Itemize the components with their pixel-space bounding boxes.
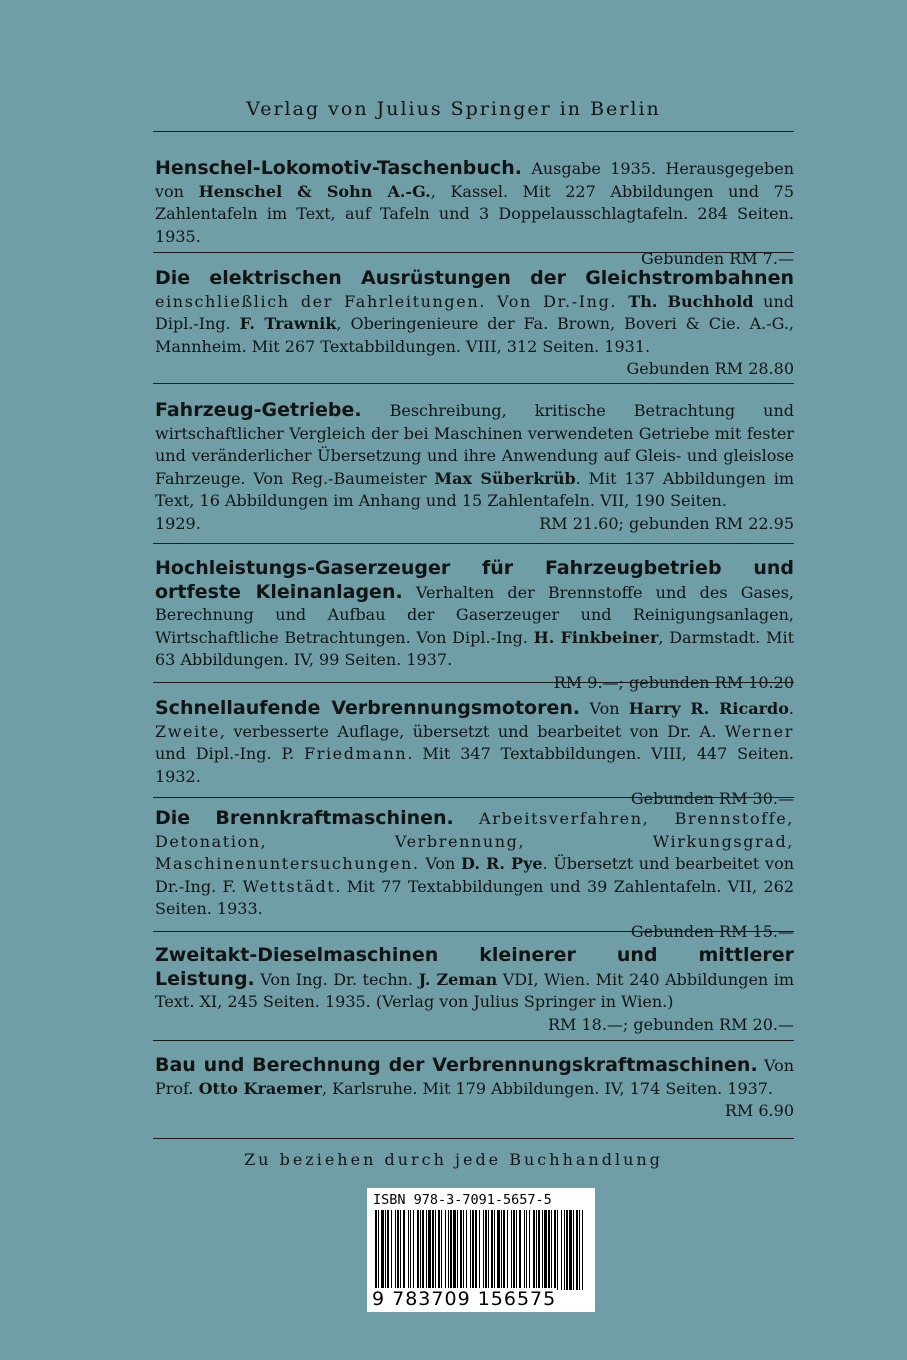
entry-text: Ausgabe 1935. Herausgegeben von	[155, 159, 794, 201]
author: Harry R. Ricardo	[628, 699, 789, 718]
entry-text: Beschreibung, kritische Betrachtung und wirtschaftlicher Vergleich der bei Maschinen verwendeten Getriebe mit fester und veränderlicher Übersetzung und ihre Anwendung auf Gleis- und gleislose Fahrzeuge. Von Reg.-Baumeister	[155, 401, 794, 488]
entry-text: .	[788, 699, 795, 718]
barcode-bar	[542, 1210, 543, 1290]
isbn-digits: 9 783709 156575	[372, 1288, 557, 1310]
author: Th. Buchhold	[628, 291, 754, 311]
barcode-bar	[548, 1210, 550, 1290]
entry-text: Von	[419, 854, 462, 873]
barcode-bar	[385, 1210, 386, 1290]
barcode-bar	[582, 1210, 583, 1290]
book-entry-gleichstrombahnen	[155, 267, 794, 381]
book-entry-brennkraftmaschinen	[155, 807, 794, 943]
book-entry-fahrzeug-getriebe	[155, 399, 794, 535]
divider	[153, 682, 794, 683]
barcode-bar	[519, 1210, 521, 1290]
barcode-bar	[551, 1210, 552, 1290]
barcode-bar	[391, 1210, 392, 1290]
book-title: Bau und Berechnung der Verbrennungskraftmaschinen.	[155, 1054, 758, 1076]
divider	[153, 931, 794, 932]
barcode-icon	[373, 1210, 589, 1290]
barcode-bar	[536, 1210, 537, 1290]
barcode-bar	[538, 1210, 540, 1290]
book-title: Hochleistungs-Gaserzeuger für Fahrzeugbetrieb und ortfeste Kleinanlagen.	[155, 557, 794, 603]
entry-text: einschließlich der Fahrleitungen. Von Dr.-Ing.	[155, 291, 629, 311]
barcode-bar	[488, 1210, 489, 1290]
barcode-bar	[457, 1210, 458, 1290]
divider	[153, 252, 794, 253]
barcode-bar	[453, 1210, 456, 1290]
book-title: Schnellaufende Verbrennungsmotoren.	[155, 697, 581, 719]
barcode-bar	[445, 1210, 446, 1290]
barcode-bar	[403, 1210, 405, 1290]
divider	[153, 1040, 794, 1041]
barcode-bar	[375, 1210, 377, 1290]
entry-text: , Kassel. Mit 227 Abbildungen und 75 Zahlentafeln im Text, auf Tafeln und 3 Doppelausschlagtafeln. 284 Seiten. 1935.	[155, 181, 795, 246]
isbn-barcode-box	[367, 1188, 595, 1312]
entry-text: und Dipl.-Ing.	[155, 291, 794, 333]
book-entry-verbrennungsmotoren	[155, 697, 794, 811]
translator: Friedmann	[304, 744, 408, 763]
author: Max Süberkrüb	[434, 468, 576, 488]
book-entry-gaserzeuger	[155, 557, 794, 694]
entry-text: Von Ing. Dr. techn.	[254, 969, 419, 989]
barcode-bar	[435, 1210, 436, 1290]
entry-text: . Mit 77 Textabbildungen und 39 Zahlentafeln. VII, 262 Seiten. 1933.	[155, 876, 794, 918]
barcode-bar	[450, 1210, 452, 1290]
barcode-bar	[432, 1210, 434, 1290]
entry-text: . Mit 137 Abbildungen im Text, 16 Abbildungen im Anhang und 15 Zahlentafeln. VII, 190 Seiten.	[155, 468, 794, 510]
price: Gebunden RM 15.—	[630, 921, 794, 941]
price: RM 21.60; gebunden RM 22.95	[539, 513, 794, 533]
book-entry-verbrennungskraftmaschinen	[155, 1054, 794, 1123]
translator: Werner	[724, 721, 794, 741]
barcode-bar	[448, 1210, 449, 1290]
edition: Zweite	[155, 721, 220, 741]
divider	[153, 1138, 794, 1139]
book-entry-zweitakt	[155, 944, 794, 1036]
translator: Wettstädt	[242, 876, 336, 896]
barcode-bar	[516, 1210, 517, 1290]
barcode-bar	[387, 1210, 389, 1290]
barcode-bar	[460, 1210, 462, 1290]
barcode-bar	[479, 1210, 480, 1290]
book-title: Die Brennkraftmaschinen.	[155, 807, 454, 829]
barcode-bar	[463, 1210, 464, 1290]
publisher-line: Verlag von Julius Springer in Berlin	[246, 98, 661, 120]
entry-text: und Dipl.-Ing. P.	[155, 744, 305, 763]
entry-text: . Übersetzt und bearbeitet von Dr.-Ing. F.	[155, 854, 794, 896]
price: Gebunden RM 28.80	[626, 359, 794, 378]
barcode-bar	[491, 1210, 493, 1290]
author: H. Finkbeiner	[533, 627, 659, 647]
book-title: Fahrzeug-Getriebe.	[155, 399, 362, 421]
barcode-bar	[417, 1210, 419, 1290]
barcode-bar	[561, 1210, 562, 1290]
barcode-bar	[554, 1210, 556, 1290]
barcode-bar	[410, 1210, 411, 1290]
barcode-bar	[529, 1210, 530, 1290]
barcode-bar	[544, 1210, 547, 1290]
divider	[153, 383, 794, 384]
entry-text: , Karlsruhe. Mit 179 Abbildungen. IV, 174 Seiten. 1937.	[321, 1078, 774, 1098]
barcode-bar	[503, 1210, 505, 1290]
author: Otto Kraemer	[198, 1078, 322, 1098]
author: F. Trawnik	[239, 314, 337, 333]
book-entry-henschel	[155, 157, 794, 271]
entry-text: . Mit 347 Textabbildungen. VIII, 447 Seiten. 1932.	[155, 744, 795, 786]
barcode-bar	[408, 1210, 409, 1290]
book-title: Henschel-Lokomotiv-Taschenbuch.	[155, 157, 522, 179]
barcode-bar	[397, 1210, 399, 1290]
author: J. Zeman	[418, 969, 498, 989]
entry-text: , Oberingenieure der Fa. Brown, Boveri & Cie. A.-G., Mannheim. Mit 267 Textabbildungen. VIII, 312 Seiten. 1931.	[155, 314, 795, 356]
price: RM 9.—; gebunden RM 10.20	[553, 672, 794, 692]
price: Gebunden RM 7.—	[641, 249, 794, 268]
entry-text: VDI, Wien. Mit 240 Abbildungen im Text. XI, 245 Seiten. 1935. (Verlag von Julius Springer in Wien.)	[155, 969, 795, 1011]
barcode-bar	[381, 1210, 384, 1290]
price: RM 6.90	[724, 1101, 794, 1120]
book-title: Die elektrischen Ausrüstungen der Gleichstrombahnen	[155, 267, 794, 289]
barcode-bar	[576, 1210, 578, 1290]
barcode-bar	[511, 1210, 512, 1290]
entry-text: Verhalten der Brennstoffe und des Gases, Berechnung und Aufbau der Gaserzeuger und Reinigungsanlagen, Wirtschaftliche Betrachtungen. Von Dipl.-Ing.	[155, 582, 795, 647]
divider	[153, 131, 794, 132]
price: RM 18.—; gebunden RM 20.—	[547, 1014, 794, 1034]
barcode-bar	[426, 1210, 427, 1290]
barcode-bar	[466, 1210, 467, 1290]
entry-text: , Darmstadt. Mit 63 Abbildungen. IV, 99 Seiten. 1937.	[155, 627, 795, 669]
book-title: Zweitakt-Dieselmaschinen kleinerer und mittlerer Leistung.	[155, 944, 794, 990]
barcode-bar	[579, 1210, 580, 1290]
barcode-bar	[497, 1210, 500, 1290]
barcode-bar	[470, 1210, 471, 1290]
barcode-bar	[428, 1210, 431, 1290]
barcode-bar	[507, 1210, 508, 1290]
barcode-bar	[413, 1210, 414, 1290]
barcode-bar	[472, 1210, 474, 1290]
entry-text: , verbesserte Auflage, übersetzt und bearbeitet von Dr. A.	[219, 721, 725, 741]
barcode-bar	[566, 1210, 568, 1290]
barcode-bar	[513, 1210, 515, 1290]
barcode-bar	[533, 1210, 535, 1290]
barcode-bar	[494, 1210, 495, 1290]
divider	[153, 797, 794, 798]
barcode-bar	[438, 1210, 440, 1290]
footer-note: Zu beziehen durch jede Buchhandlung	[244, 1150, 663, 1169]
barcode-bar	[378, 1210, 379, 1290]
barcode-bar	[501, 1210, 502, 1290]
barcode-bar	[395, 1210, 396, 1290]
barcode-bar	[483, 1210, 484, 1290]
barcode-bar	[524, 1210, 525, 1290]
author: D. R. Pye	[461, 854, 543, 873]
entry-text: Arbeitsverfahren, Brennstoffe, Detonation, Verbrennung, Wirkungsgrad, Maschinenuntersuchungen.	[155, 809, 794, 873]
barcode-bar	[564, 1210, 565, 1290]
entry-text: Von	[580, 699, 629, 718]
barcode-bar	[557, 1210, 558, 1290]
barcode-bar	[422, 1210, 424, 1290]
barcode-bar	[475, 1210, 477, 1290]
isbn-label: ISBN 978-3-7091-5657-5	[373, 1192, 552, 1208]
barcode-bar	[400, 1210, 401, 1290]
author: Henschel & Sohn A.-G.	[198, 181, 431, 201]
barcode-bar	[420, 1210, 421, 1290]
barcode-bar	[573, 1210, 574, 1290]
price: Gebunden RM 30.—	[630, 789, 794, 808]
barcode-bar	[441, 1210, 442, 1290]
year: 1929.	[155, 513, 201, 533]
entry-text: Von Prof.	[155, 1056, 795, 1098]
barcode-bar	[569, 1210, 572, 1290]
divider	[153, 543, 794, 544]
barcode-bar	[485, 1210, 487, 1290]
barcode-bar	[526, 1210, 527, 1290]
